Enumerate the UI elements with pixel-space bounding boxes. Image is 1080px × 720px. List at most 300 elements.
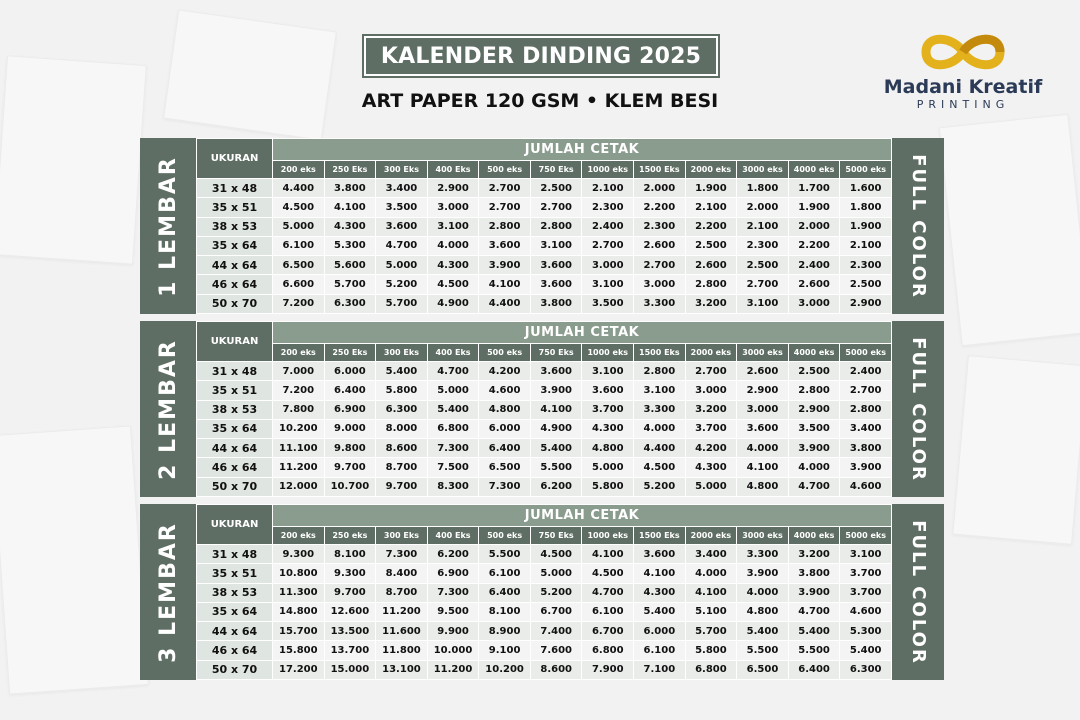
price-cell: 5.800 [582,477,634,496]
print-mode-label [892,138,944,314]
size-cell: 35 x 51 [197,198,273,217]
price-cell: 2.800 [840,400,892,419]
size-cell: 38 x 53 [197,583,273,602]
price-cell: 5.800 [685,641,737,660]
price-cell: 3.300 [634,294,686,313]
price-cell: 3.100 [582,362,634,381]
size-cell: 44 x 64 [197,622,273,641]
quantity-header: 1500 Eks [634,344,686,362]
price-cell: 2.400 [788,256,840,275]
price-cell: 11.100 [273,439,325,458]
price-cell: 4.800 [479,400,531,419]
price-cell: 5.000 [376,256,428,275]
table-row [197,660,892,679]
page-title: KALENDER DINDING 2025 [364,36,718,76]
price-cell: 10.200 [273,419,325,438]
bg-calendar-sheet [0,55,147,264]
price-cell: 3.000 [634,275,686,294]
price-cell: 4.100 [685,583,737,602]
price-cell: 2.800 [479,217,531,236]
price-cell: 6.200 [427,545,479,564]
price-cell: 5.400 [840,641,892,660]
price-cell: 5.000 [427,381,479,400]
price-cell: 11.200 [427,660,479,679]
price-cell: 4.500 [634,458,686,477]
price-cell: 6.100 [479,564,531,583]
quantity-header: 1500 Eks [634,527,686,545]
quantity-header: 500 eks [479,161,531,179]
price-cell: 7.500 [427,458,479,477]
price-cell: 5.200 [530,583,582,602]
price-cell: 10.000 [427,641,479,660]
price-cell: 9.500 [427,602,479,621]
price-cell: 8.300 [427,477,479,496]
price-cell: 8.400 [376,564,428,583]
price-cell: 2.100 [840,236,892,255]
price-cell: 2.600 [737,362,789,381]
price-cell: 3.600 [530,275,582,294]
size-cell: 31 x 48 [197,545,273,564]
sheet-count-text: 3 LEMBAR [155,521,181,663]
price-cell: 8.600 [376,439,428,458]
price-cell: 2.500 [737,256,789,275]
table-row [197,641,892,660]
price-cell: 3.100 [582,275,634,294]
price-cell: 5.800 [376,381,428,400]
price-cell: 2.700 [685,362,737,381]
price-cell: 5.500 [479,545,531,564]
price-cell: 3.700 [840,583,892,602]
price-cell: 4.000 [788,458,840,477]
size-cell: 35 x 64 [197,602,273,621]
price-cell: 7.300 [427,583,479,602]
price-cell: 3.700 [840,564,892,583]
table-row [197,583,892,602]
bg-calendar-sheet [163,9,337,140]
price-cell: 2.300 [737,236,789,255]
price-cell: 1.700 [788,179,840,198]
price-cell: 2.600 [634,236,686,255]
price-cell: 6.400 [788,660,840,679]
table-row [197,477,892,496]
size-cell: 46 x 64 [197,641,273,660]
price-cell: 2.700 [634,256,686,275]
price-cell: 7.600 [530,641,582,660]
price-cell: 15.800 [273,641,325,660]
price-cell: 3.600 [530,362,582,381]
print-mode-label [892,504,944,680]
price-cell: 9.300 [273,545,325,564]
price-cell: 3.600 [479,236,531,255]
table-row [197,179,892,198]
price-cell: 4.400 [273,179,325,198]
price-cell: 2.600 [685,256,737,275]
price-cell: 2.900 [737,381,789,400]
price-cell: 15.000 [324,660,376,679]
price-cell: 6.700 [582,622,634,641]
price-cell: 13.500 [324,622,376,641]
infinity-logo-icon [918,30,1008,74]
price-cell: 11.200 [376,602,428,621]
price-cell: 2.200 [788,236,840,255]
price-cell: 9.800 [324,439,376,458]
price-cell: 4.000 [737,583,789,602]
price-cell: 5.400 [788,622,840,641]
price-cell: 4.800 [737,602,789,621]
bg-calendar-sheet [0,425,149,694]
price-cell: 8.700 [376,583,428,602]
price-cell: 4.600 [840,602,892,621]
price-cell: 10.700 [324,477,376,496]
quantity-header: 5000 eks [840,344,892,362]
price-cell: 5.200 [376,275,428,294]
price-cell: 2.200 [685,217,737,236]
price-cell: 4.600 [840,477,892,496]
price-cell: 4.400 [634,439,686,458]
price-cell: 6.400 [479,583,531,602]
size-cell: 35 x 64 [197,419,273,438]
price-cell: 3.000 [788,294,840,313]
price-cell: 6.400 [324,381,376,400]
quantity-header: 750 Eks [530,527,582,545]
price-cell: 5.300 [324,236,376,255]
price-cell: 1.800 [840,198,892,217]
price-cell: 2.400 [840,362,892,381]
price-cell: 9.000 [324,419,376,438]
price-cell: 11.800 [376,641,428,660]
price-cell: 6.700 [530,602,582,621]
price-cell: 6.300 [840,660,892,679]
price-cell: 9.300 [324,564,376,583]
price-cell: 3.100 [634,381,686,400]
price-cell: 3.700 [685,419,737,438]
table-row [197,198,892,217]
table-row [197,400,892,419]
price-cell: 3.800 [530,294,582,313]
price-cell: 2.100 [737,217,789,236]
quantity-header: 400 Eks [427,527,479,545]
price-cell: 2.200 [634,198,686,217]
price-cell: 2.800 [685,275,737,294]
price-cell: 4.300 [634,583,686,602]
price-cell: 6.500 [273,256,325,275]
price-cell: 3.800 [788,564,840,583]
print-mode-text: FULL COLOR [907,519,929,665]
price-table [196,321,892,497]
price-cell: 4.500 [427,275,479,294]
price-cell: 3.500 [582,294,634,313]
price-cell: 3.100 [530,236,582,255]
price-cell: 6.100 [273,236,325,255]
price-cell: 8.100 [479,602,531,621]
price-cell: 2.500 [788,362,840,381]
price-cell: 2.000 [737,198,789,217]
brand-logo [878,30,1048,114]
table-row [197,256,892,275]
price-cell: 10.800 [273,564,325,583]
price-cell: 8.100 [324,545,376,564]
price-cell: 2.500 [840,275,892,294]
quantity-header: 500 eks [479,344,531,362]
price-cell: 2.100 [582,179,634,198]
size-cell: 50 x 70 [197,477,273,496]
size-cell: 31 x 48 [197,362,273,381]
table-row [197,564,892,583]
price-cell: 4.600 [479,381,531,400]
price-cell: 6.100 [634,641,686,660]
table-row [197,217,892,236]
price-cell: 3.600 [376,217,428,236]
sheet-count-text: 2 LEMBAR [155,338,181,480]
price-cell: 13.100 [376,660,428,679]
price-cell: 6.600 [273,275,325,294]
page-subtitle: ART PAPER 120 GSM • KLEM BESI [361,90,719,112]
price-cell: 3.100 [737,294,789,313]
price-cell: 5.500 [737,641,789,660]
price-table [196,138,892,314]
price-cell: 7.200 [273,294,325,313]
price-cell: 6.000 [634,622,686,641]
quantity-header: 2000 eks [685,161,737,179]
table-row [197,419,892,438]
price-cell: 14.800 [273,602,325,621]
price-cell: 4.300 [427,256,479,275]
price-cell: 2.800 [530,217,582,236]
size-cell: 50 x 70 [197,660,273,679]
price-cell: 3.400 [840,419,892,438]
price-cell: 6.300 [324,294,376,313]
table-row [197,275,892,294]
price-cell: 6.500 [479,458,531,477]
table-row [197,458,892,477]
price-cell: 4.000 [737,439,789,458]
price-cell: 5.400 [530,439,582,458]
price-cell: 3.900 [788,439,840,458]
quantity-group-header: JUMLAH CETAK [273,322,892,344]
table-row [197,439,892,458]
price-cell: 4.300 [582,419,634,438]
sheet-count-label [140,138,196,314]
quantity-header: 400 Eks [427,161,479,179]
price-cell: 3.400 [376,179,428,198]
size-cell: 50 x 70 [197,294,273,313]
price-cell: 8.900 [479,622,531,641]
quantity-header: 3000 eks [737,344,789,362]
price-cell: 3.200 [685,294,737,313]
price-cell: 4.200 [685,439,737,458]
price-cell: 1.900 [788,198,840,217]
price-cell: 15.700 [273,622,325,641]
price-cell: 3.500 [376,198,428,217]
table-row [197,362,892,381]
price-cell: 4.700 [376,236,428,255]
quantity-header: 750 Eks [530,161,582,179]
price-cell: 2.800 [788,381,840,400]
price-cell: 3.000 [427,198,479,217]
quantity-header: 5000 eks [840,161,892,179]
price-cell: 2.300 [634,217,686,236]
price-cell: 2.400 [582,217,634,236]
price-cell: 8.000 [376,419,428,438]
price-cell: 1.600 [840,179,892,198]
table-row [197,622,892,641]
price-cell: 3.900 [530,381,582,400]
sheet-count-label [140,504,196,680]
price-cell: 11.600 [376,622,428,641]
price-cell: 3.900 [788,583,840,602]
price-cell: 4.000 [685,564,737,583]
size-cell: 44 x 64 [197,439,273,458]
quantity-header: 5000 eks [840,527,892,545]
price-cell: 2.300 [582,198,634,217]
quantity-header: 4000 eks [788,527,840,545]
quantity-header: 300 Eks [376,527,428,545]
price-cell: 5.000 [273,217,325,236]
price-cell: 3.500 [788,419,840,438]
price-cell: 5.000 [582,458,634,477]
price-cell: 6.000 [324,362,376,381]
quantity-header: 750 Eks [530,344,582,362]
price-cell: 6.800 [582,641,634,660]
table-row [197,236,892,255]
price-cell: 4.700 [427,362,479,381]
price-table [196,504,892,680]
price-cell: 6.800 [685,660,737,679]
table-row [197,545,892,564]
price-cell: 5.400 [427,400,479,419]
price-cell: 3.300 [737,545,789,564]
price-cell: 5.300 [840,622,892,641]
price-cell: 3.900 [737,564,789,583]
price-cell: 2.000 [634,179,686,198]
price-cell: 11.300 [273,583,325,602]
quantity-header: 300 Eks [376,344,428,362]
price-cell: 3.000 [582,256,634,275]
price-cell: 4.800 [737,477,789,496]
price-cell: 3.400 [685,545,737,564]
price-cell: 6.100 [582,602,634,621]
price-cell: 3.800 [324,179,376,198]
quantity-header: 400 Eks [427,344,479,362]
price-section [140,138,944,314]
price-cell: 6.800 [427,419,479,438]
quantity-header: 200 eks [273,344,325,362]
quantity-header: 1000 eks [582,527,634,545]
quantity-header: 200 eks [273,161,325,179]
price-cell: 2.700 [530,198,582,217]
price-cell: 7.900 [582,660,634,679]
price-section [140,504,944,680]
price-cell: 4.700 [788,602,840,621]
quantity-header: 250 eks [324,527,376,545]
size-cell: 46 x 64 [197,275,273,294]
price-cell: 5.200 [634,477,686,496]
brand-tagline: PRINTING [916,98,1010,111]
price-cell: 2.100 [685,198,737,217]
price-cell: 5.000 [530,564,582,583]
price-cell: 3.000 [737,400,789,419]
sheet-count-text: 1 LEMBAR [155,155,181,297]
price-cell: 4.000 [427,236,479,255]
price-cell: 3.600 [530,256,582,275]
brand-name: Madani Kreatif [883,76,1043,98]
price-cell: 8.600 [530,660,582,679]
price-cell: 3.700 [582,400,634,419]
price-cell: 6.500 [737,660,789,679]
price-cell: 2.500 [685,236,737,255]
size-cell: 35 x 64 [197,236,273,255]
price-cell: 2.700 [479,198,531,217]
quantity-header: 4000 eks [788,161,840,179]
price-cell: 11.200 [273,458,325,477]
quantity-header: 200 eks [273,527,325,545]
quantity-header: 250 Eks [324,161,376,179]
price-section [140,321,944,497]
price-cell: 5.000 [685,477,737,496]
price-cell: 7.400 [530,622,582,641]
price-cell: 6.300 [376,400,428,419]
size-column-header: UKURAN [197,322,273,362]
quantity-header: 1000 eks [582,161,634,179]
price-cell: 4.100 [737,458,789,477]
price-cell: 3.600 [582,381,634,400]
price-cell: 3.900 [840,458,892,477]
price-cell: 3.100 [840,545,892,564]
price-cell: 2.800 [634,362,686,381]
price-cell: 4.700 [788,477,840,496]
size-cell: 35 x 51 [197,564,273,583]
price-cell: 4.100 [479,275,531,294]
price-cell: 5.500 [530,458,582,477]
quantity-header: 2000 eks [685,344,737,362]
price-cell: 9.700 [324,458,376,477]
price-cell: 2.000 [788,217,840,236]
price-cell: 4.500 [530,545,582,564]
price-cell: 6.000 [479,419,531,438]
quantity-header: 3000 eks [737,161,789,179]
size-cell: 35 x 51 [197,381,273,400]
quantity-header: 1500 Eks [634,161,686,179]
quantity-header: 2000 eks [685,527,737,545]
quantity-header: 250 Eks [324,344,376,362]
quantity-group-header: JUMLAH CETAK [273,505,892,527]
price-cell: 5.600 [324,256,376,275]
price-cell: 7.800 [273,400,325,419]
size-cell: 38 x 53 [197,217,273,236]
price-cell: 6.400 [479,439,531,458]
table-row [197,602,892,621]
bg-calendar-sheet [939,114,1080,346]
price-cell: 4.800 [582,439,634,458]
price-cell: 7.000 [273,362,325,381]
size-cell: 31 x 48 [197,179,273,198]
price-cell: 2.700 [840,381,892,400]
price-cell: 4.000 [634,419,686,438]
price-cell: 4.100 [634,564,686,583]
price-cell: 3.200 [788,545,840,564]
size-column-header: UKURAN [197,139,273,179]
quantity-header: 500 eks [479,527,531,545]
price-cell: 5.700 [376,294,428,313]
price-cell: 1.900 [685,179,737,198]
price-cell: 9.700 [376,477,428,496]
price-cell: 4.500 [273,198,325,217]
print-mode-text: FULL COLOR [907,336,929,482]
price-cell: 2.900 [788,400,840,419]
quantity-header: 300 Eks [376,161,428,179]
price-cell: 7.300 [427,439,479,458]
price-cell: 6.200 [530,477,582,496]
